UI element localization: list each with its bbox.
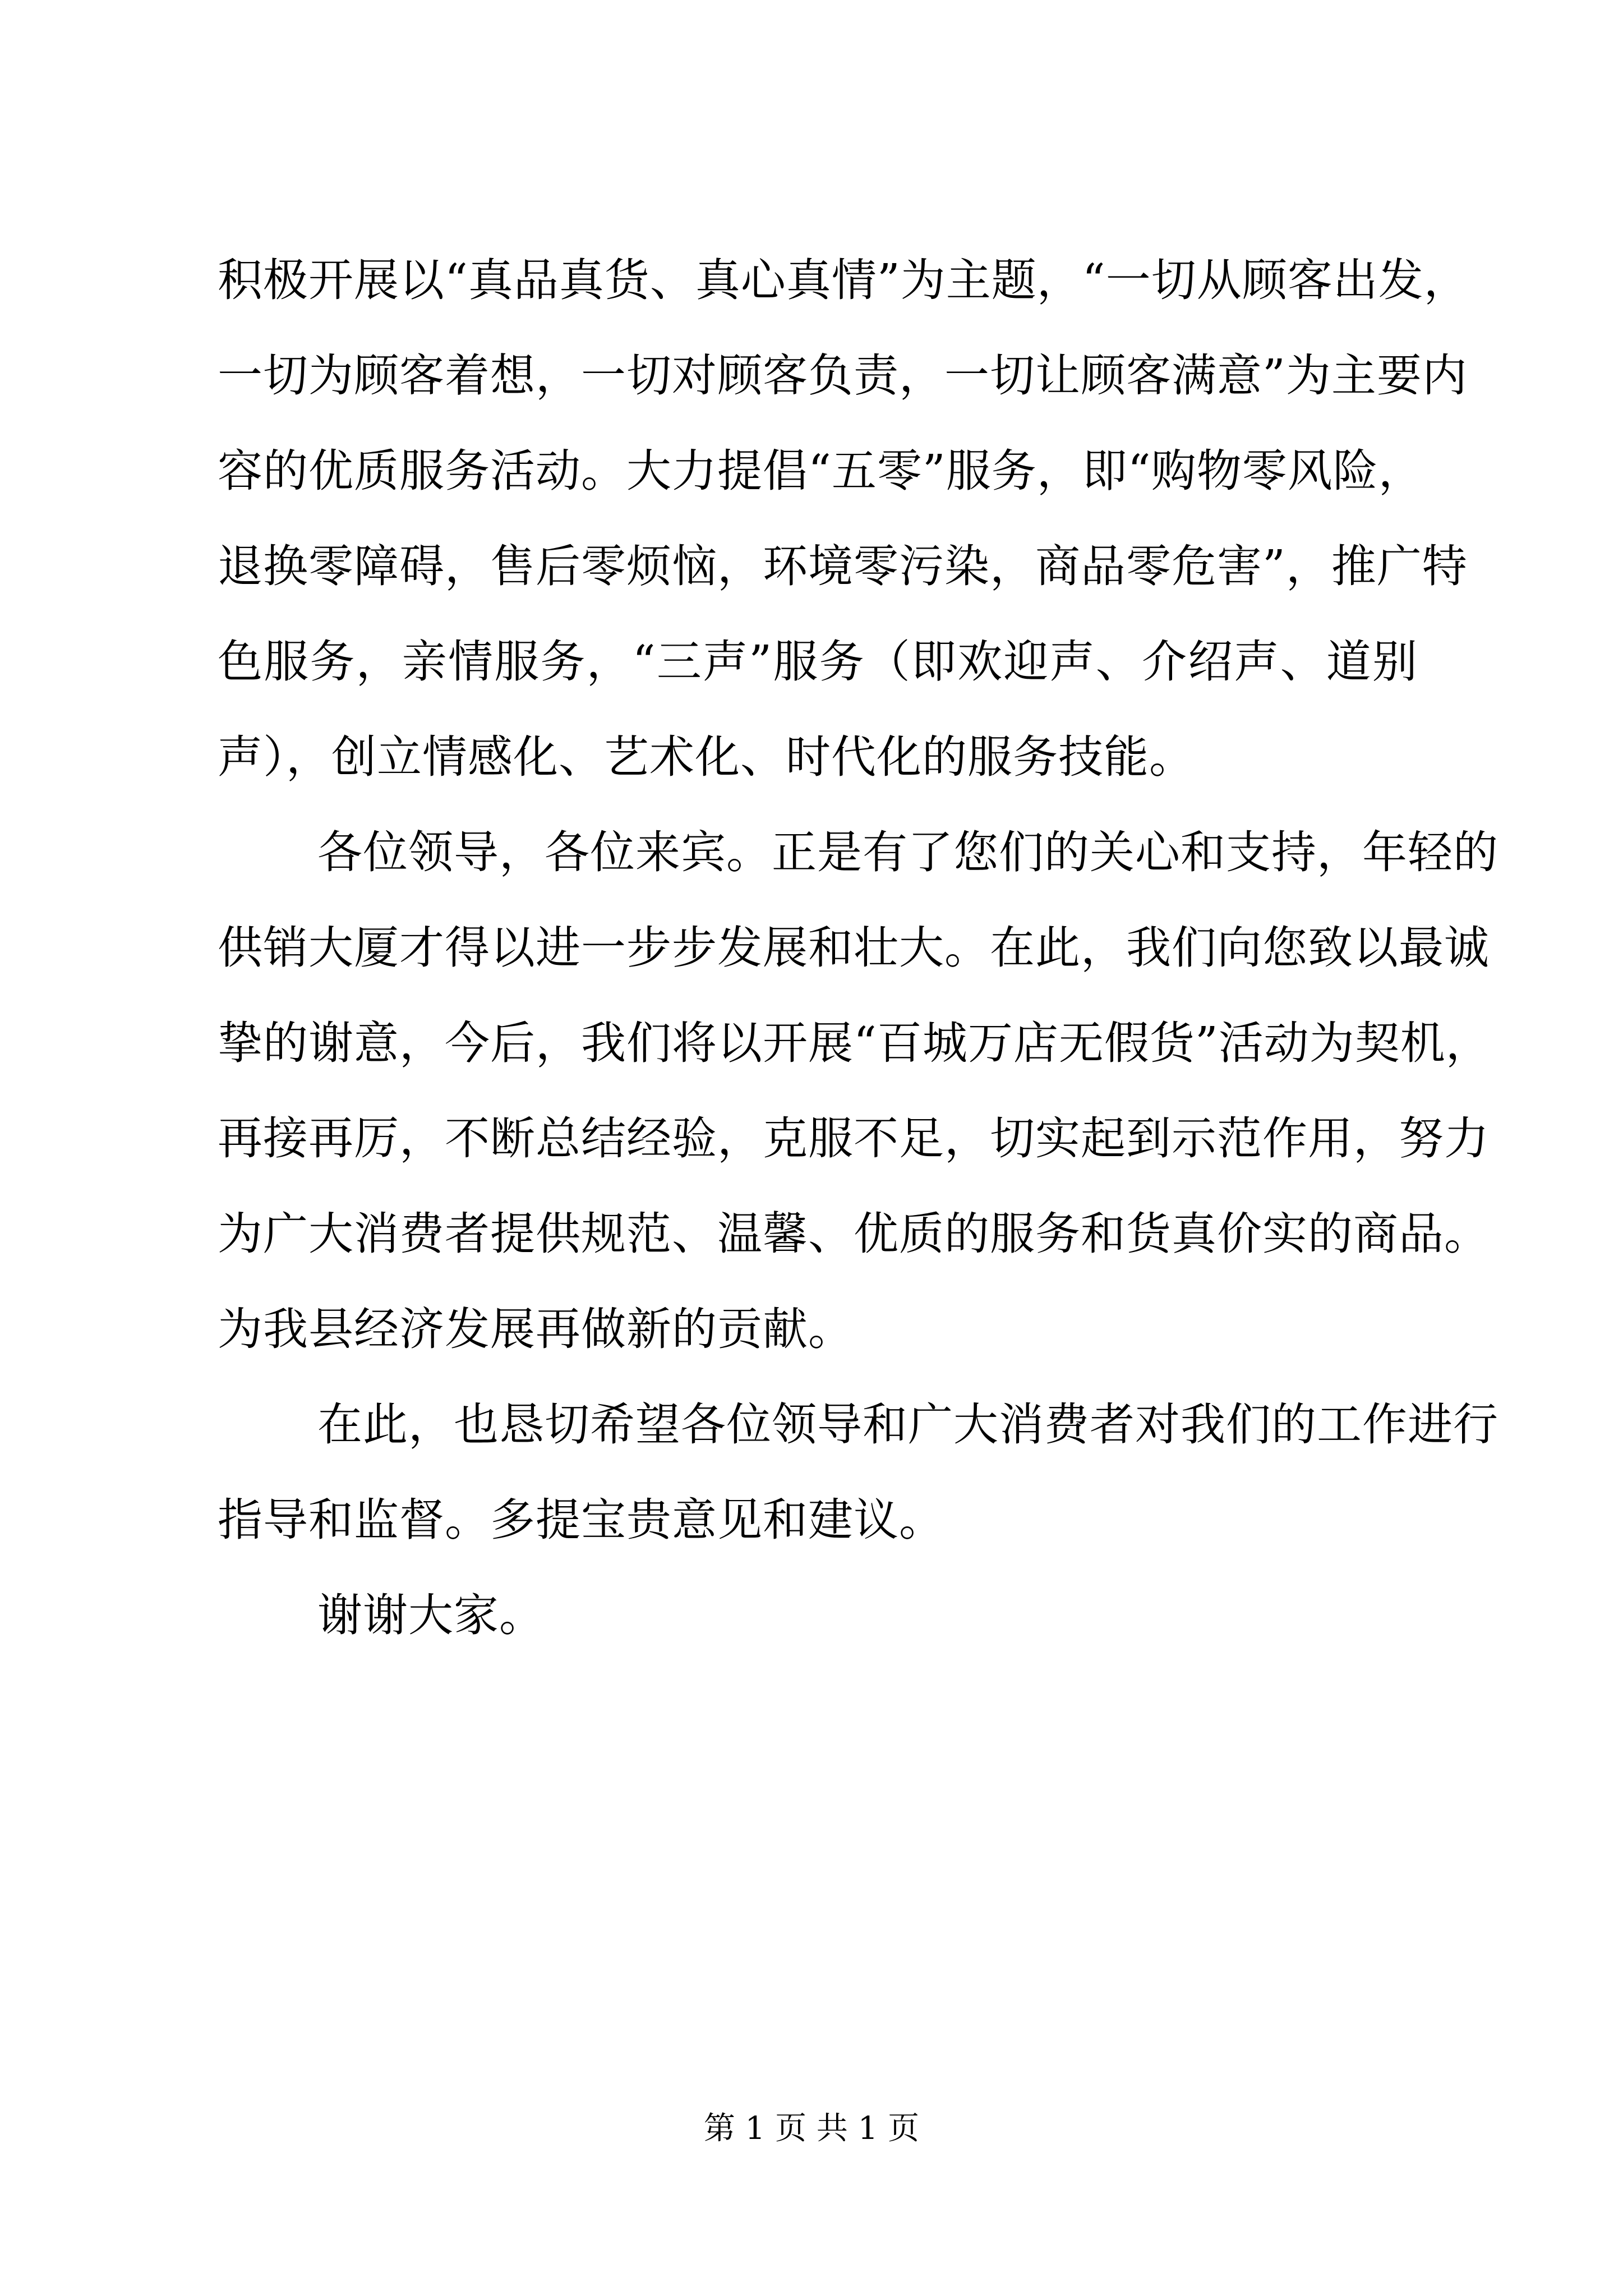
paragraph-2-line-6: 为我县经济发展再做新的贡献。	[218, 1303, 854, 1355]
paragraph-1-line-4: 退换零障碍，售后零烦恼，环境零污染，商品零危害”，推广特	[218, 540, 1468, 592]
document-body	[218, 233, 1498, 1663]
paragraph-1-line-3: 容的优质服务活动。大力提倡“五零”服务，即“购物零风险，	[218, 445, 1424, 497]
paragraph-1-line-2: 一切为顾客着想，一切对顾客负责，一切让顾客满意”为主要内	[218, 349, 1468, 402]
paragraph-2-line-2: 供销大厦才得以进一步步发展和壮大。在此，我们向您致以最诚	[218, 922, 1490, 974]
paragraph-1-line-1: 积极开展以“真品真货、真心真情”为主题，“一切从顾客出发，	[218, 254, 1469, 306]
paragraph-1-line-6: 声），创立情感化、艺术化、时代化的服务技能。	[218, 731, 1195, 783]
paragraph-2-line-4: 再接再厉，不断总结经验，克服不足，切实起到示范作用，努力	[218, 1112, 1490, 1165]
paragraph-2-line-1: 各位领导，各位来宾。正是有了您们的关心和支持，年轻的	[317, 826, 1498, 878]
paragraph-2-line-5: 为广大消费者提供规范、温馨、优质的服务和货真价实的商品。	[218, 1208, 1490, 1260]
paragraph-1-line-5: 色服务，亲情服务，“三声”服务（即欢迎声、介绍声、道别	[218, 636, 1418, 688]
paragraph-3-line-1: 在此，也恳切希望各位领导和广大消费者对我们的工作进行	[317, 1398, 1498, 1451]
paragraph-3-line-2: 指导和监督。多提宝贵意见和建议。	[218, 1494, 944, 1546]
paragraph-2-line-3: 挚的谢意，今后，我们将以开展“百城万店无假货”活动为契机，	[218, 1017, 1491, 1069]
page-number-footer: 第 1 页 共 1 页	[703, 2110, 920, 2147]
paragraph-4-line-1: 谢谢大家。	[317, 1589, 545, 1641]
